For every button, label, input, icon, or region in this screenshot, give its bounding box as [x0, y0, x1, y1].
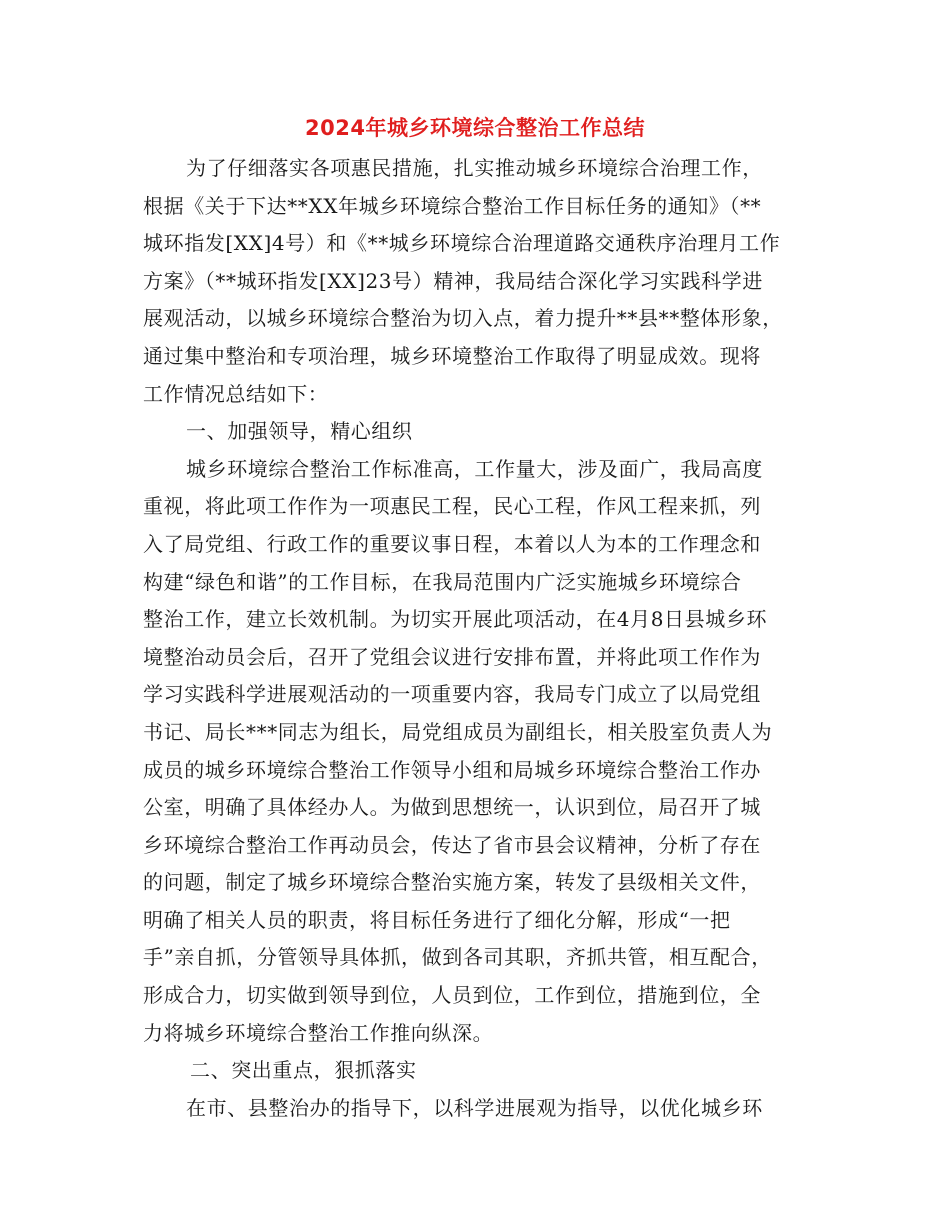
paragraph-line: 构建“绿色和谐”的工作目标，在我局范围内广泛实施城乡环境综合: [143, 569, 742, 594]
paragraph-line: 形成合力，切实做到领导到位，人员到位，工作到位，措施到位，全: [143, 983, 761, 1008]
paragraph-line: 的问题，制定了城乡环境综合整治实施方案，转发了县级相关文件，: [143, 870, 761, 895]
paragraph-line: 城环指发[XX]4号）和《**城乡环境综合治理道路交通秩序治理月工作: [143, 231, 781, 256]
paragraph-line: 在市、县整治办的指导下，以科学进展观为指导，以优化城乡环: [186, 1095, 763, 1120]
section-heading: 一、加强领导，精心组织: [186, 419, 413, 444]
paragraph-line: 明确了相关人员的职责，将目标任务进行了细化分解，形成“一把: [143, 907, 731, 932]
paragraph-line: 成员的城乡环境综合整治工作领导小组和局城乡环境综合整治工作办: [143, 757, 761, 782]
section-heading: 二、突出重点，狠抓落实: [190, 1058, 417, 1083]
paragraph-line: 方案》（**城环指发[XX]23号）精神，我局结合深化学习实践科学进: [143, 268, 763, 293]
paragraph-line: 工作情况总结如下：: [143, 381, 329, 406]
paragraph-line: 整治工作，建立长效机制。为切实开展此项活动，在4月8日县城乡环: [143, 607, 768, 632]
paragraph-line: 公室，明确了具体经办人。为做到思想统一，认识到位，局召开了城: [143, 795, 761, 820]
paragraph-line: 城乡环境综合整治工作标准高，工作量大，涉及面广，我局高度: [186, 456, 763, 481]
paragraph-line: 根据《关于下达**XX年城乡环境综合整治工作目标任务的通知》（**: [143, 193, 762, 218]
document-body: [143, 150, 813, 1127]
paragraph-line: 通过集中整治和专项治理，城乡环境整治工作取得了明显成效。现将: [143, 343, 761, 368]
paragraph-line: 力将城乡环境综合整治工作推向纵深。: [143, 1020, 494, 1045]
paragraph-line: 境整治动员会后，召开了党组会议进行安排布置，并将此项工作作为: [143, 644, 761, 669]
paragraph-line: 展观活动，以城乡环境综合整治为切入点，着力提升**县**整体形象，: [143, 306, 783, 331]
paragraph-line: 学习实践科学进展观活动的一项重要内容，我局专门成立了以局党组: [143, 682, 761, 707]
paragraph-line: 手”亲自抓，分管领导具体抓，做到各司其职，齐抓共管，相互配合，: [143, 945, 772, 970]
paragraph-line: 乡环境综合整治工作再动员会，传达了省市县会议精神，分析了存在: [143, 832, 761, 857]
paragraph-line: 重视，将此项工作作为一项惠民工程，民心工程，作风工程来抓，列: [143, 494, 761, 519]
paragraph-line: 入了局党组、行政工作的重要议事日程，本着以人为本的工作理念和: [143, 531, 761, 556]
document-title: 2024年城乡环境综合整治工作总结: [305, 116, 645, 140]
paragraph-line: 为了仔细落实各项惠民措施，扎实推动城乡环境综合治理工作，: [186, 156, 763, 180]
paragraph-line: 书记、局长***同志为组长，局党组成员为副组长，相关股室负责人为: [143, 719, 773, 744]
